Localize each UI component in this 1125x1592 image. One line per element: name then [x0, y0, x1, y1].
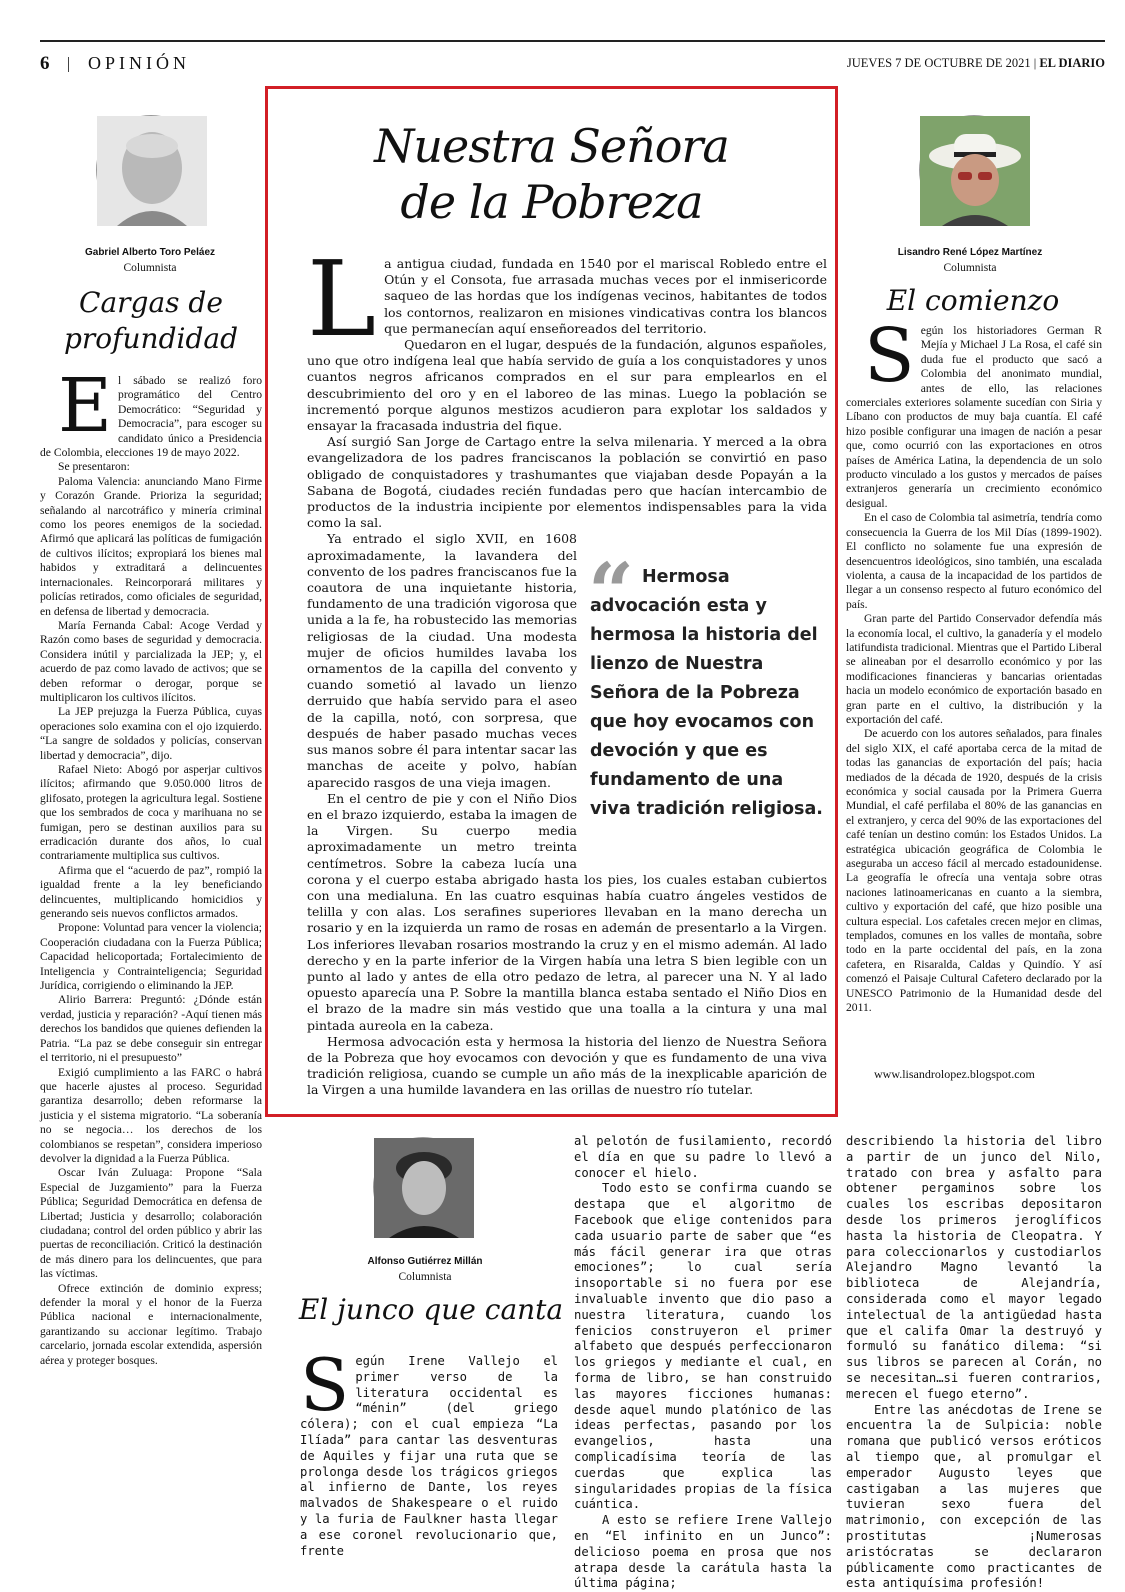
paragraph: Gran parte del Partido Conservador defendía más la economía local, el cultivo, la ganadería y el modelo latifundista tradicional. Mientras que el Partido Liberal se alineaban por el desarrollo económico y por las modificaciones financieras y bancarias orientadas hacia un modelo económico de exportación basado en gran parte en el cultivo, la distribución y la exportación del café. [846, 612, 1102, 726]
author-photo-bottom [373, 1137, 473, 1237]
newspaper-name: EL DIARIO [1039, 56, 1105, 70]
author-blog-link[interactable]: www.lisandrolopez.blogspot.com [874, 1067, 1035, 1081]
paragraph: l sábado se realizó foro programático del Centro Democrático: “Seguridad y Democracia”, para escoger su candidato único a Presidencia de Colombia, elecciones 19 de mayo 2022. [40, 374, 262, 460]
paragraph: En el centro de pie y con el Niño Dios en el brazo izquierdo, estaba la imagen de la Virgen. Su cuerpo media aproximadamente un metro treinta centímetros. Sobre la cabeza lucía una corona y el cuerpo estaba abrigado hasta los pies, los cuales estaban cubiertos con una medialuna. En las cuatro esquinas había cuatro ángeles vestidos de telilla y con alas. Los serafines superiores llevaban en la mano derecha un rosario y en la izquierda un ramo de rosas en ademán de presentarlo a la Virgen. Los inferiores llevaban rosarios mostrando la cruz y en el mismo ademán. Al lado derecho y en la parte inferior de la Virgen había una letra S bien legible con un punto al lado y antes de ella otro pedazo de letra, al parecer una N. Y al lado opuesto aparecía una P. Sobre la mantilla blanca estaba sentado el Niño Dios en el brazo de la madre sin más vestido que una toalla a la cintura y una mal pintada aureola en la cabeza. [307, 790, 827, 1033]
paragraph: Todo esto se confirma cuando se destapa que el algoritmo de Facebook que elige contenidos para cada usuario parte de saber que “es más fácil generar ira que otras emociones”; lo cual sería insoportable si no fuera por ese invaluable invento que dio paso a nuestra literatura, cuando los fenicios construyeron el primer alfabeto que después perfeccionaron los griegos y mediante el cual, en forma de libro, se han construido las mayores ficciones humanas: desde aquel mundo platónico de las ideas perfectas, pasando por los evangelios, hasta una complicadísima teoría de las cuerdas que explica las singularidades propias de la física cuántica. [574, 1181, 832, 1512]
column-body-bottom-3 [846, 1134, 1102, 1591]
paragraph: Oscar Iván Zuluaga: Propone “Sala Especial de Juzgamiento” para la Fuerza Pública; Seguridad Democrática en defensa de Libertad; Justicia y desarrollo; colaboración ciudadana; control del orden público y abrir las puertas de reconciliación. Criticó la destinación de más dinero para los delincuentes, que para las víctimas. [40, 1166, 262, 1281]
author-name-left: Gabriel Alberto Toro Peláez [84, 247, 216, 258]
paragraph: al pelotón de fusilamiento, recordó el día en que su padre lo llevó a conocer el hielo. [574, 1134, 832, 1180]
paragraph: A esto se refiere Irene Vallejo en “El infinito en un Junco”: delicioso poema en prosa que nos atrapa desde la carátula hasta la última página; [574, 1513, 832, 1591]
paragraph: Afirma que el “acuerdo de paz”, rompió la igualdad frente a la ley beneficiando delincuentes, multiplicando homicidios y generando seis nuevos conflictos armados. [40, 863, 262, 921]
paragraph: Quedaron en el lugar, después de la fundación, algunos españoles, uno que otro indígena leal que había servido de guía a los conquistadores y unos cuantos negros africanos comprados en el sur para emplearlos en el descubrimiento del oro y en el laboreo de las minas. Luego la población se incrementó porque algunos mestizos acudieron para explotar los saldados y ensayar la fracasada industria del fique. [307, 337, 827, 434]
column-title-left [48, 285, 254, 357]
column-body-bottom-2 [574, 1134, 832, 1591]
pullquote-text: Hermosa advocación esta y hermosa la historia del lienzo de Nuestra Señora de la Pobreza que hoy evocamos con devoción y que es fundamento de una viva tradición religiosa. [590, 567, 823, 819]
paragraph: Alirio Barrera: Preguntó: ¿Dónde están verdad, justicia y reparación? -Aquí tienen más derechos los bandidos que quienes defienden la Patria. “La paz se debe conseguir sin entregar el territorio, ni el presupuesto” [40, 993, 262, 1065]
column-title-left-line1: Cargas de [79, 286, 223, 319]
column-title-left-line2: profundidad [63, 322, 238, 355]
author-role-right: Columnista [943, 262, 997, 274]
header-date: JUEVES 7 DE OCTUBRE DE 2021 | EL DIARIO [846, 56, 1105, 70]
paragraph: Ofrece extinción de dominio express; defender la moral y el honor de la Fuerza Pública nacional e internacionalmente, garantizando su accionar legítimo. Trabajo carcelario, jornada escolar extendida, aspersión aérea y proteger bosques. [40, 1281, 262, 1367]
paragraph: Propone: Voluntad para vencer la violencia; Cooperación ciudadana con la Fuerza Pública; Capacidad helicoportada; Fortalecimiento de Inteligencia y Contrainteligencia; Seguridad Jurídica, corrigiendo o eliminando la JEP. [40, 921, 262, 993]
paragraph: egún los historiadores German R Mejía y Michael J La Rosa, el café sin duda fue el producto que sacó a Colombia del anonimato mundial, antes de ello, las relaciones comerciales exteriores solamente sucedían con Siria y Líbano con productos de muy baja cuantía. El café hizo posible configurar una imagen de nación a pesar que, como ocurrió con las exportaciones en otros países de América Latina, la dependencia de un solo producto vinculado a los gustos y mercados de países extranjeros generaría un crecimiento económico desigual. [846, 324, 1102, 510]
featured-title [270, 118, 833, 230]
paragraph: Ya entrado el siglo XVII, en 1608 aproximadamente, la lavandera del convento de los padres franciscanos fue la coautora de una inquietante historia, fundamento de una tradición vigorosa que unida a la fe, ha robustecido las memorias religiosas de la ciudad. Una modesta mujer de oficios humildes lavaba los ornamentos de la capilla del convento y cuando sometió al lavado un lienzo derruido que había servido para el aseo de la capilla, notó, con sorpresa, que después de haber pasado muchas veces sus manos sobre él para intentar sacar las manchas de aceite y polvo, habían aparecido rasgos de una vieja imagen. [307, 531, 577, 790]
author-role-left: Columnista [123, 262, 177, 274]
paragraph: Rafael Nieto: Abogó por asperjar cultivos ilícitos; afirmando que 9.050.000 litros de glifosato, protegen la agricultura legal. Sostiene que los sembrados de coca y marihuana no se fumigan, pero se destinan auxilios para su erradicación durante dos años, lo cual contrariamente multiplica sus cultivos. [40, 762, 262, 863]
author-name-right: Lisandro René López Martínez [897, 247, 1043, 258]
paragraph: Exigió cumplimiento a las FARC o habrá que hacerle ajustes al proceso. Seguridad garantiza desarrollo; deben reformarse la justicia y el sistema migratorio. “La soberanía no se negocia… los derechos de los colombianos se respetan”, considera imperioso devolver la dignidad a la Fuerza Pública. [40, 1065, 262, 1165]
paragraph: María Fernanda Cabal: Acoge Verdad y Razón como bases de seguridad y democracia. Considera inútil y parcializada la JEP; y, el acuerdo de paz como lavado de activos; que se deben reformar o derogar, porque se multiplicaron los cultivos ilícitos. [40, 618, 262, 704]
paragraph: Paloma Valencia: anunciando Mano Firme y Corazón Grande. Prioriza la seguridad; señalando al narcotráfico y minería criminal como los peores enemigos de la sociedad. Afirmó que aplicará las políticas de fumigación de cultivos ilícitos; expropiará los bienes mal habidos y extraditará a delincuentes internacionales. Reincorporará militares y policías retirados, como oficiales de seguridad, en defensa de libertad y democracia. [40, 474, 262, 618]
paragraph: Se presentaron: [58, 460, 130, 474]
author-role-bottom: Columnista [398, 1271, 452, 1283]
page-number: 6 [40, 53, 50, 74]
paragraph: describiendo la historia del libro a partir de un junco del Nilo, tratado con brea y asfalto para obtener pergaminos sobre los cuales los escribas depositaron desde los primeros jeroglíficos hasta la historia de Cleopatra. Y para coleccionarlos y custodiarlos Alejandro Magno levantó la biblioteca de Alejandría, considerada como el mayor legado intelectual de la antigüedad hasta que el califa Omar la destruyó y formuló su fanático dilema: “si sus libros se parecen al Corán, no se necesitan…si fueren contrarios, merecen el fuego eterno”. [846, 1134, 1102, 1401]
author-photo-right [919, 115, 1029, 225]
header-divider [68, 57, 69, 72]
paragraph: La JEP prejuzga la Fuerza Pública, cuyas operaciones solo examina con el ojo izquierdo. “La sangre de soldados y policías, conservan libertad y democracia”, dijo. [40, 705, 262, 762]
dropcap-center: L [307, 238, 377, 360]
author-name-bottom: Alfonso Gutiérrez Millán [367, 1256, 483, 1267]
paragraph: De acuerdo con los autores señalados, para finales del siglo XIX, el café aportaba cerca de la mitad de todas las ganancias de exportación del país; hacia mediados de la década de 1920, después de la crisis económica y social causada por la Primera Guerra Mundial, el café perfilaba el 80% de las ganancias en el extranjero, y cerca del 90% de las exportaciones del café tenían un destino común: los Estados Unidos. La estratégica ubicación geográfica de Colombia le aseguraba un acceso fácil al mercado estadounidense. La geografía le ofrecía una ventaja sobre otras naciones latinoamericanas en cuanto a la siembra, cultivo y exportación del café, que hizo posible una cultura especial. Los cafetales crecen mejor en climas, templados, comunes en los valles de montaña, sobre todo en la parte occidental del país, en la zona cafetera, en Risaralda, Caldas y Quindío. Y así comenzó el Paisaje Cultural Cafetero declarado por la UNESCO Patrimonio de la Humanidad desde del 2011. [846, 727, 1102, 1015]
issue-date: JUEVES 7 DE OCTUBRE DE 2021 [846, 56, 1031, 70]
featured-title-line2: de la Pobreza [400, 175, 703, 229]
pullquote [590, 563, 825, 824]
column-body-bottom-1 [300, 1343, 558, 1558]
paragraph: egún Irene Vallejo el primer verso de la literatura occidental es “ménin” (del griego cólera); con el cual empieza “La Ilíada” para cantar las desventuras de Aquiles y fijar una ruta que se prolonga desde los trágicos griegos al infierno de Dante, los reyes malvados de Shakespeare o el ruido y la furia de Faulkner hasta llegar a ese coronel revolucionario que, frente [300, 1354, 558, 1558]
section-name: OPINIÓN [88, 53, 190, 73]
paragraph: Entre las anécdotas de Irene se encuentra la de Sulpicia: noble romana que publicó versos eróticos al tiempo que, al promulgar el emperador Augusto leyes que castigaban a las mujeres que tuvieran sexo fuera del matrimonio, con excepción de las prostitutas ¡Numerosas aristócratas se declararon públicamente como practicantes de esta antiquísima profesión! [846, 1402, 1102, 1591]
dropcap-bottom: S [300, 1343, 350, 1427]
paragraph: Así surgió San Jorge de Cartago entre la selva milenaria. Y merced a la obra evangelizadora de los padres franciscanos la población se convirtió en paso obligado de conquistadores y trashumantes que viajaban desde Popayán a la Sabana de Bogotá, ciudades recién fundadas pero que hacían intercambio de productos de la industria incipiente por elementos indispensables para la vida como la sal. [307, 434, 827, 531]
column-title-right: El comienzo [886, 284, 1060, 317]
paragraph: En el caso de Colombia tal asimetría, tendría como consecuencia la Guerra de los Mil Días (1899-1902). El conflicto no solamente fue una expresión de desencuentros ideológicos, sino también, una escalada violenta, a causa de la incapacidad de los partidos de llegar a un consenso respecto al futuro económico del país. [846, 511, 1102, 611]
column-body-left [40, 363, 262, 1526]
column-title-bottom: El junco que canta [298, 1293, 564, 1326]
featured-title-line1: Nuestra Señora [374, 119, 729, 173]
dropcap-left: E [58, 363, 113, 449]
paragraph: a antigua ciudad, fundada en 1540 por el mariscal Robledo entre el Otún y el Consota, fue arrasada muchas veces por el inmisericorde saqueo de las hordas que los indígenas vecinos, habitantes de todos los contornos, realizaron en misiones vindicativas contra los blancos que permanecían aquí enseñoreados del territorio. [384, 256, 827, 336]
paragraph: Hermosa advocación esta y hermosa la historia del lienzo de Nuestra Señora de la Pobreza que hoy evocamos con devoción y que es fundamento de una viva tradición religiosa, cuando se cumple un año más de la inexplicable aparición de la Virgen a una humilde lavandera en las orillas de nuestro río tutelar. [307, 1033, 827, 1098]
dropcap-right: S [864, 313, 915, 399]
quote-mark-icon: “ [588, 545, 635, 639]
header-rule [40, 40, 1105, 42]
author-photo-left [96, 115, 206, 225]
